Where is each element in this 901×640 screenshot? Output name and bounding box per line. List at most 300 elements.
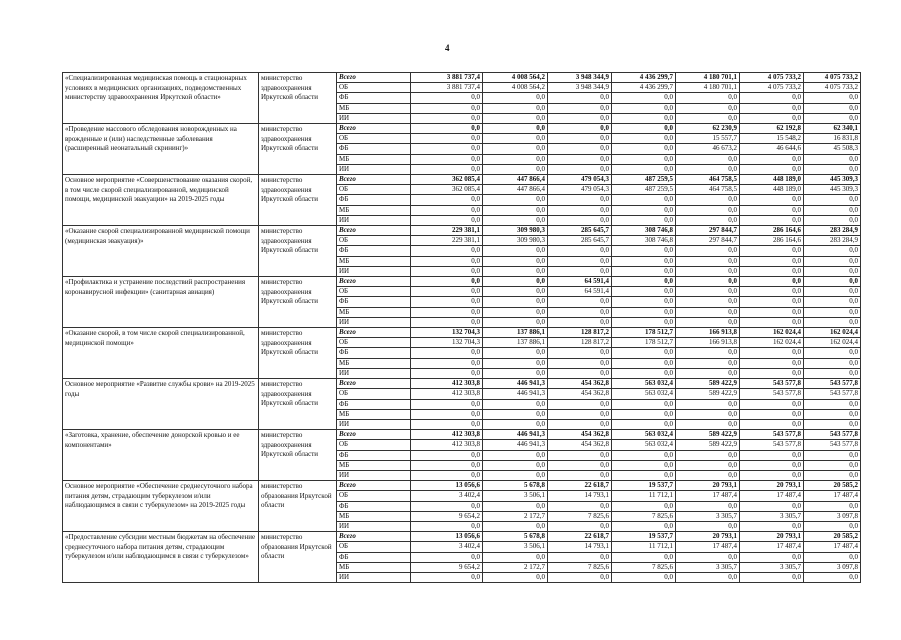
amount-cell: 0,0 (676, 460, 740, 470)
amount-cell: 0,0 (740, 103, 804, 113)
amount-cell: 0,0 (676, 164, 740, 174)
amount-cell: 0,0 (612, 297, 676, 307)
amount-cell: 13 056,6 (411, 481, 483, 491)
amount-cell: 446 941,3 (483, 379, 548, 389)
amount-cell: 0,0 (804, 277, 861, 287)
amount-cell: 9 654,2 (411, 562, 483, 572)
amount-cell: 3 948 344,9 (548, 73, 612, 83)
amount-cell: 0,0 (548, 460, 612, 470)
table-row (63, 124, 861, 134)
funding-source-label: Всего (337, 73, 411, 83)
amount-cell: 0,0 (612, 246, 676, 256)
amount-cell: 0,0 (548, 450, 612, 460)
amount-cell: 464 758,5 (676, 185, 740, 195)
funding-source-label: ОБ (337, 83, 411, 93)
amount-cell: 0,0 (676, 317, 740, 327)
measure-name: «Специализированная медицинская помощь в стационарных условиях в медицинских организациях, подведомственных министерству здравоохранения Иркутской области» (63, 73, 259, 124)
funding-source-label: ФБ (337, 348, 411, 358)
amount-cell: 62 340,1 (804, 124, 861, 134)
amount-cell: 0,0 (676, 195, 740, 205)
amount-cell: 0,0 (483, 256, 548, 266)
amount-cell: 178 512,7 (612, 328, 676, 338)
amount-cell: 0,0 (676, 419, 740, 429)
amount-cell: 0,0 (612, 409, 676, 419)
amount-cell: 20 793,1 (676, 532, 740, 542)
amount-cell: 0,0 (676, 348, 740, 358)
amount-cell: 0,0 (411, 348, 483, 358)
amount-cell: 0,0 (804, 93, 861, 103)
amount-cell: 0,0 (804, 215, 861, 225)
amount-cell: 3 097,8 (804, 511, 861, 521)
amount-cell: 0,0 (411, 124, 483, 134)
amount-cell: 0,0 (411, 103, 483, 113)
amount-cell: 0,0 (411, 195, 483, 205)
amount-cell: 0,0 (548, 154, 612, 164)
executor-name: министерство здравоохранения Иркутской области (259, 379, 337, 430)
amount-cell: 0,0 (411, 358, 483, 368)
amount-cell: 0,0 (612, 154, 676, 164)
amount-cell: 454 362,8 (548, 379, 612, 389)
amount-cell: 0,0 (676, 307, 740, 317)
amount-cell: 4 180 701,1 (676, 83, 740, 93)
amount-cell: 0,0 (804, 256, 861, 266)
amount-cell: 17 487,4 (676, 491, 740, 501)
amount-cell: 543 577,8 (804, 430, 861, 440)
amount-cell: 446 941,3 (483, 430, 548, 440)
amount-cell: 7 825,6 (612, 511, 676, 521)
amount-cell: 0,0 (676, 103, 740, 113)
amount-cell: 0,0 (483, 358, 548, 368)
funding-source-label: ИИ (337, 215, 411, 225)
funding-source-label: ОБ (337, 491, 411, 501)
amount-cell: 309 980,3 (483, 226, 548, 236)
amount-cell: 479 054,3 (548, 185, 612, 195)
amount-cell: 0,0 (411, 307, 483, 317)
amount-cell: 0,0 (676, 93, 740, 103)
amount-cell: 3 305,7 (676, 562, 740, 572)
amount-cell: 17 487,4 (676, 542, 740, 552)
amount-cell: 0,0 (411, 460, 483, 470)
amount-cell: 0,0 (483, 205, 548, 215)
amount-cell: 0,0 (483, 246, 548, 256)
amount-cell: 412 303,8 (411, 430, 483, 440)
amount-cell: 543 577,8 (804, 389, 861, 399)
amount-cell: 0,0 (612, 358, 676, 368)
amount-cell: 4 075 733,2 (740, 73, 804, 83)
funding-source-label: Всего (337, 379, 411, 389)
amount-cell: 0,0 (612, 348, 676, 358)
amount-cell: 0,0 (804, 307, 861, 317)
amount-cell: 0,0 (676, 215, 740, 225)
amount-cell: 0,0 (548, 409, 612, 419)
funding-source-label: Всего (337, 328, 411, 338)
amount-cell: 0,0 (804, 103, 861, 113)
funding-source-label: МБ (337, 358, 411, 368)
amount-cell: 0,0 (411, 205, 483, 215)
amount-cell: 0,0 (612, 287, 676, 297)
amount-cell: 0,0 (676, 246, 740, 256)
amount-cell: 0,0 (411, 450, 483, 460)
amount-cell: 0,0 (804, 368, 861, 378)
amount-cell: 487 259,5 (612, 175, 676, 185)
amount-cell: 0,0 (483, 501, 548, 511)
amount-cell: 0,0 (740, 399, 804, 409)
amount-cell: 0,0 (483, 134, 548, 144)
funding-source-label: ОБ (337, 542, 411, 552)
amount-cell: 46 644,6 (740, 144, 804, 154)
amount-cell: 0,0 (483, 277, 548, 287)
amount-cell: 0,0 (411, 287, 483, 297)
amount-cell: 0,0 (740, 246, 804, 256)
funding-source-label: МБ (337, 103, 411, 113)
amount-cell: 0,0 (740, 501, 804, 511)
amount-cell: 0,0 (612, 501, 676, 511)
page-number: 4 (445, 43, 450, 53)
amount-cell: 309 980,3 (483, 236, 548, 246)
amount-cell: 5 678,8 (483, 481, 548, 491)
funding-source-label: ОБ (337, 338, 411, 348)
amount-cell: 0,0 (548, 256, 612, 266)
funding-source-label: МБ (337, 460, 411, 470)
amount-cell: 308 746,8 (612, 236, 676, 246)
amount-cell: 0,0 (676, 552, 740, 562)
amount-cell: 46 673,2 (676, 144, 740, 154)
amount-cell: 446 941,3 (483, 389, 548, 399)
amount-cell: 0,0 (612, 124, 676, 134)
amount-cell: 0,0 (483, 450, 548, 460)
amount-cell: 0,0 (804, 572, 861, 582)
amount-cell: 166 913,8 (676, 328, 740, 338)
amount-cell: 19 537,7 (612, 532, 676, 542)
amount-cell: 0,0 (740, 348, 804, 358)
amount-cell: 3 948 344,9 (548, 83, 612, 93)
funding-source-label: ФБ (337, 297, 411, 307)
measure-name: «Оказание скорой специализированной медицинской помощи (медицинская эвакуация)» (63, 226, 259, 277)
amount-cell: 0,0 (483, 460, 548, 470)
amount-cell: 20 585,2 (804, 481, 861, 491)
table-row (63, 73, 861, 83)
amount-cell: 0,0 (676, 277, 740, 287)
amount-cell: 0,0 (804, 470, 861, 480)
amount-cell: 162 024,4 (740, 338, 804, 348)
amount-cell: 0,0 (411, 317, 483, 327)
amount-cell: 0,0 (612, 368, 676, 378)
amount-cell: 0,0 (676, 287, 740, 297)
amount-cell: 0,0 (612, 144, 676, 154)
amount-cell: 45 508,3 (804, 144, 861, 154)
amount-cell: 0,0 (483, 154, 548, 164)
amount-cell: 0,0 (676, 470, 740, 480)
amount-cell: 0,0 (612, 552, 676, 562)
amount-cell: 285 645,7 (548, 226, 612, 236)
table-row (63, 175, 861, 185)
amount-cell: 0,0 (612, 470, 676, 480)
funding-source-label: Всего (337, 277, 411, 287)
amount-cell: 2 172,7 (483, 562, 548, 572)
amount-cell: 0,0 (483, 348, 548, 358)
amount-cell: 0,0 (483, 409, 548, 419)
amount-cell: 0,0 (548, 195, 612, 205)
measure-name: «Оказание скорой, в том числе скорой специализированной, медицинской помощи» (63, 328, 259, 379)
amount-cell: 0,0 (676, 358, 740, 368)
amount-cell: 0,0 (740, 287, 804, 297)
amount-cell: 62 230,9 (676, 124, 740, 134)
amount-cell: 0,0 (676, 205, 740, 215)
amount-cell: 14 793,1 (548, 491, 612, 501)
amount-cell: 0,0 (548, 317, 612, 327)
amount-cell: 62 192,8 (740, 124, 804, 134)
amount-cell: 4 075 733,2 (740, 83, 804, 93)
amount-cell: 0,0 (740, 419, 804, 429)
amount-cell: 0,0 (804, 460, 861, 470)
budget-table (62, 72, 861, 583)
amount-cell: 454 362,8 (548, 430, 612, 440)
amount-cell: 0,0 (411, 501, 483, 511)
amount-cell: 487 259,5 (612, 185, 676, 195)
amount-cell: 0,0 (676, 297, 740, 307)
amount-cell: 9 654,2 (411, 511, 483, 521)
amount-cell: 0,0 (612, 317, 676, 327)
amount-cell: 0,0 (411, 266, 483, 276)
amount-cell: 0,0 (612, 215, 676, 225)
amount-cell: 7 825,6 (548, 511, 612, 521)
amount-cell: 0,0 (483, 572, 548, 582)
amount-cell: 64 591,4 (548, 287, 612, 297)
amount-cell: 0,0 (411, 113, 483, 123)
amount-cell: 563 032,4 (612, 379, 676, 389)
executor-name: министерство здравоохранения Иркутской области (259, 73, 337, 124)
measure-name: Основное мероприятие «Совершенствование оказания скорой, в том числе скорой специализированной, медицинской помощи, медицинской эвакуации» на 2019-2025 годы (63, 175, 259, 226)
amount-cell: 589 422,9 (676, 430, 740, 440)
amount-cell: 0,0 (676, 399, 740, 409)
funding-source-label: МБ (337, 511, 411, 521)
funding-source-label: ОБ (337, 236, 411, 246)
amount-cell: 0,0 (548, 164, 612, 174)
amount-cell: 0,0 (676, 266, 740, 276)
amount-cell: 17 487,4 (740, 491, 804, 501)
amount-cell: 11 712,1 (612, 491, 676, 501)
table-body (63, 73, 861, 583)
amount-cell: 454 362,8 (548, 440, 612, 450)
amount-cell: 0,0 (740, 470, 804, 480)
funding-source-label: ИИ (337, 368, 411, 378)
amount-cell: 11 712,1 (612, 542, 676, 552)
amount-cell: 0,0 (612, 277, 676, 287)
amount-cell: 162 024,4 (740, 328, 804, 338)
amount-cell: 589 422,9 (676, 379, 740, 389)
amount-cell: 286 164,6 (740, 226, 804, 236)
amount-cell: 0,0 (548, 103, 612, 113)
table-row (63, 532, 861, 542)
amount-cell: 0,0 (612, 419, 676, 429)
amount-cell: 0,0 (548, 134, 612, 144)
amount-cell: 308 746,8 (612, 226, 676, 236)
amount-cell: 0,0 (483, 419, 548, 429)
executor-name: министерство здравоохранения Иркутской области (259, 328, 337, 379)
amount-cell: 543 577,8 (740, 389, 804, 399)
measure-name: «Проведение массового обследования новорожденных на врожденные и (или) наследственные заболевания (расширенный неонатальный скрининг)» (63, 124, 259, 175)
executor-name: министерство образования Иркутской области (259, 481, 337, 532)
amount-cell: 132 704,3 (411, 338, 483, 348)
amount-cell: 0,0 (740, 154, 804, 164)
amount-cell: 0,0 (612, 113, 676, 123)
amount-cell: 20 793,1 (676, 481, 740, 491)
amount-cell: 0,0 (676, 113, 740, 123)
amount-cell: 0,0 (548, 93, 612, 103)
amount-cell: 17 487,4 (804, 491, 861, 501)
funding-source-label: ИИ (337, 317, 411, 327)
amount-cell: 3 402,4 (411, 491, 483, 501)
amount-cell: 0,0 (804, 287, 861, 297)
amount-cell: 0,0 (411, 419, 483, 429)
amount-cell: 4 075 733,2 (804, 73, 861, 83)
amount-cell: 0,0 (483, 144, 548, 154)
amount-cell: 0,0 (612, 307, 676, 317)
amount-cell: 0,0 (740, 205, 804, 215)
amount-cell: 0,0 (612, 256, 676, 266)
amount-cell: 0,0 (483, 297, 548, 307)
amount-cell: 0,0 (804, 246, 861, 256)
amount-cell: 0,0 (548, 266, 612, 276)
amount-cell: 0,0 (411, 399, 483, 409)
measure-name: «Заготовка, хранение, обеспечение донорской кровью и ее компонентами» (63, 430, 259, 481)
amount-cell: 16 831,8 (804, 134, 861, 144)
amount-cell: 0,0 (411, 246, 483, 256)
amount-cell: 0,0 (548, 552, 612, 562)
funding-source-label: ИИ (337, 419, 411, 429)
amount-cell: 0,0 (411, 277, 483, 287)
amount-cell: 0,0 (548, 419, 612, 429)
amount-cell: 15 557,7 (676, 134, 740, 144)
amount-cell: 3 097,8 (804, 562, 861, 572)
amount-cell: 543 577,8 (804, 440, 861, 450)
executor-name: министерство здравоохранения Иркутской области (259, 175, 337, 226)
amount-cell: 3 402,4 (411, 542, 483, 552)
amount-cell: 3 881 737,4 (411, 83, 483, 93)
funding-source-label: ИИ (337, 266, 411, 276)
amount-cell: 0,0 (804, 399, 861, 409)
amount-cell: 128 817,2 (548, 328, 612, 338)
amount-cell: 0,0 (548, 113, 612, 123)
amount-cell: 64 591,4 (548, 277, 612, 287)
table-row (63, 277, 861, 287)
amount-cell: 0,0 (612, 195, 676, 205)
funding-source-label: ФБ (337, 399, 411, 409)
amount-cell: 229 381,1 (411, 236, 483, 246)
funding-source-label: Всего (337, 175, 411, 185)
amount-cell: 0,0 (804, 113, 861, 123)
funding-source-label: ОБ (337, 440, 411, 450)
amount-cell: 17 487,4 (804, 542, 861, 552)
amount-cell: 0,0 (548, 124, 612, 134)
amount-cell: 0,0 (804, 195, 861, 205)
amount-cell: 412 303,8 (411, 440, 483, 450)
amount-cell: 412 303,8 (411, 389, 483, 399)
amount-cell: 0,0 (548, 368, 612, 378)
amount-cell: 362 085,4 (411, 185, 483, 195)
amount-cell: 0,0 (612, 205, 676, 215)
amount-cell: 448 189,0 (740, 175, 804, 185)
amount-cell: 0,0 (548, 399, 612, 409)
amount-cell: 0,0 (483, 521, 548, 531)
amount-cell: 0,0 (804, 450, 861, 460)
amount-cell: 162 024,4 (804, 338, 861, 348)
funding-source-label: ФБ (337, 144, 411, 154)
amount-cell: 0,0 (411, 572, 483, 582)
amount-cell: 0,0 (804, 348, 861, 358)
amount-cell: 0,0 (804, 154, 861, 164)
amount-cell: 0,0 (483, 93, 548, 103)
amount-cell: 0,0 (612, 399, 676, 409)
amount-cell: 3 305,7 (676, 511, 740, 521)
amount-cell: 137 886,1 (483, 338, 548, 348)
amount-cell: 448 189,0 (740, 185, 804, 195)
amount-cell: 3 881 737,4 (411, 73, 483, 83)
amount-cell: 0,0 (676, 450, 740, 460)
amount-cell: 563 032,4 (612, 440, 676, 450)
amount-cell: 0,0 (804, 317, 861, 327)
amount-cell: 0,0 (740, 266, 804, 276)
amount-cell: 0,0 (740, 368, 804, 378)
amount-cell: 563 032,4 (612, 389, 676, 399)
amount-cell: 0,0 (612, 450, 676, 460)
amount-cell: 0,0 (612, 572, 676, 582)
amount-cell: 447 866,4 (483, 175, 548, 185)
amount-cell: 362 085,4 (411, 175, 483, 185)
amount-cell: 0,0 (740, 297, 804, 307)
measure-name: «Предоставление субсидии местным бюджетам на обеспечение среднесуточного набора питания детям, страдающим туберкулезом и/или наблюдающимся в связи с туберкулезом» (63, 532, 259, 583)
amount-cell: 19 537,7 (612, 481, 676, 491)
amount-cell: 0,0 (804, 297, 861, 307)
amount-cell: 589 422,9 (676, 389, 740, 399)
amount-cell: 7 825,6 (612, 562, 676, 572)
funding-source-label: ИИ (337, 470, 411, 480)
amount-cell: 0,0 (740, 215, 804, 225)
amount-cell: 0,0 (740, 450, 804, 460)
amount-cell: 589 422,9 (676, 440, 740, 450)
amount-cell: 445 309,3 (804, 185, 861, 195)
amount-cell: 166 913,8 (676, 338, 740, 348)
amount-cell: 0,0 (612, 134, 676, 144)
amount-cell: 297 844,7 (676, 236, 740, 246)
amount-cell: 0,0 (411, 154, 483, 164)
amount-cell: 0,0 (548, 297, 612, 307)
amount-cell: 0,0 (740, 552, 804, 562)
amount-cell: 0,0 (740, 307, 804, 317)
amount-cell: 0,0 (483, 399, 548, 409)
table-row (63, 226, 861, 236)
amount-cell: 0,0 (411, 93, 483, 103)
amount-cell: 0,0 (804, 419, 861, 429)
amount-cell: 0,0 (740, 277, 804, 287)
amount-cell: 0,0 (740, 164, 804, 174)
amount-cell: 0,0 (483, 195, 548, 205)
amount-cell: 0,0 (612, 266, 676, 276)
amount-cell: 0,0 (548, 470, 612, 480)
amount-cell: 0,0 (676, 368, 740, 378)
funding-source-label: МБ (337, 154, 411, 164)
amount-cell: 3 506,1 (483, 542, 548, 552)
amount-cell: 14 793,1 (548, 542, 612, 552)
funding-source-label: ФБ (337, 246, 411, 256)
amount-cell: 20 585,2 (804, 532, 861, 542)
amount-cell: 0,0 (483, 215, 548, 225)
amount-cell: 17 487,4 (740, 542, 804, 552)
amount-cell: 479 054,3 (548, 175, 612, 185)
amount-cell: 543 577,8 (740, 440, 804, 450)
executor-name: министерство образования Иркутской области (259, 532, 337, 583)
executor-name: министерство здравоохранения Иркутской области (259, 226, 337, 277)
